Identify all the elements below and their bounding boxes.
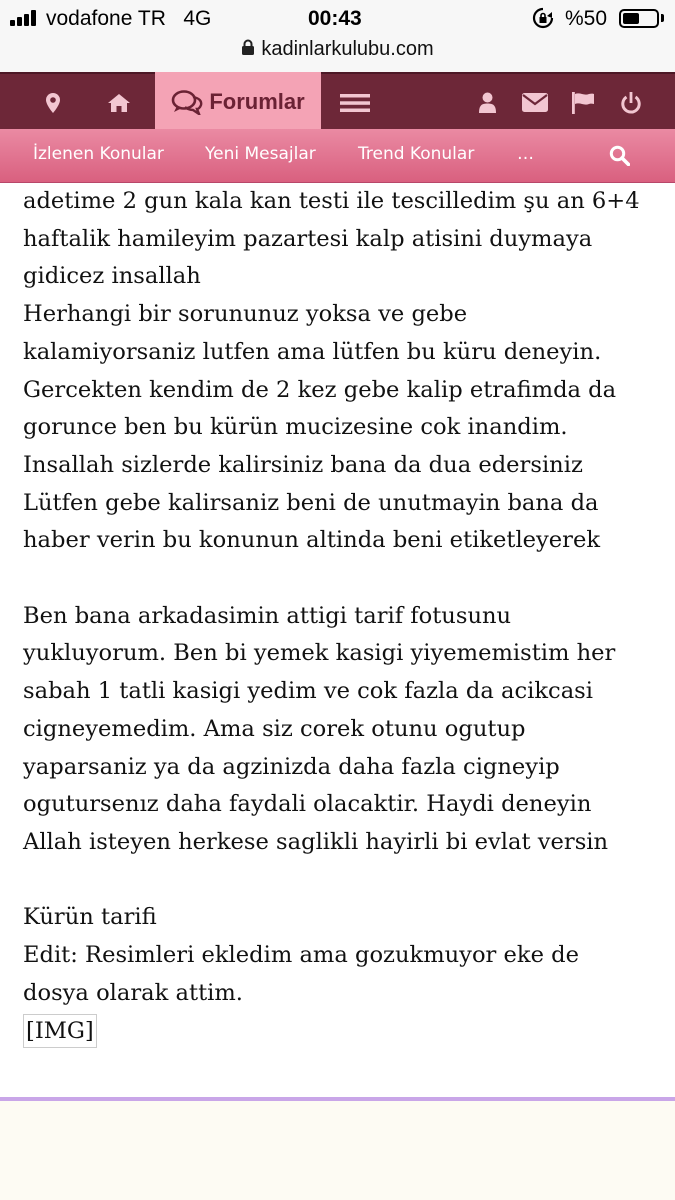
text-line: Lütfen gebe kalirsaniz beni de unutmayin bana da xyxy=(23,489,599,516)
text-line: ogutursenız daha faydali olacaktir. Haydi deneyin xyxy=(23,791,592,818)
page-footer xyxy=(0,1101,675,1200)
post-paragraph-2 xyxy=(23,598,663,862)
chat-icon xyxy=(171,89,203,115)
url-bar[interactable] xyxy=(0,36,675,72)
sub-nav-izlenen-konular[interactable]: İzlenen Konular xyxy=(33,144,164,164)
mail-icon[interactable] xyxy=(520,74,550,131)
text-line: sabah 1 tatli kasigi yedim ve cok fazla da acikcasi xyxy=(23,678,593,705)
sub-nav-trend-konular[interactable]: Trend Konular xyxy=(358,144,475,164)
battery-tip xyxy=(661,14,664,22)
post-paragraph-3 xyxy=(23,899,663,1012)
flag-icon[interactable] xyxy=(568,74,598,131)
text-line: gidicez insallah xyxy=(23,263,201,290)
text-line: haber verin bu konunun altinda beni etiketleyerek xyxy=(23,527,601,554)
text-line: Gercekten kendim de 2 kez gebe kalip etrafimda da xyxy=(23,376,617,403)
sub-nav-yeni-mesajlar[interactable]: Yeni Mesajlar xyxy=(205,144,316,164)
text-line: yukluyorum. Ben bi yemek kasigi yiyememistim her xyxy=(23,640,616,667)
text-line: Herhangi bir sorununuz yoksa ve gebe xyxy=(23,301,468,328)
status-bar xyxy=(0,0,675,36)
power-icon[interactable] xyxy=(618,74,644,131)
map-pin-icon[interactable] xyxy=(38,74,68,131)
battery-percent: %50 xyxy=(565,7,608,30)
post-paragraph-1 xyxy=(23,183,663,560)
text-line: Insallah sizlerde kalirsiniz bana da dua edersiniz xyxy=(23,451,583,478)
search-icon[interactable] xyxy=(609,145,630,166)
forum-nav-bar xyxy=(0,72,675,129)
tab-forumlar-label: Forumlar xyxy=(209,88,305,114)
post-body xyxy=(23,183,663,1051)
text-line: yaparsaniz ya da agzinizda daha fazla cigneyip xyxy=(23,753,560,780)
text-line: Edit: Resimleri ekledim ama gozukmuyor eke de xyxy=(23,942,579,969)
tab-forumlar[interactable] xyxy=(155,72,321,131)
forum-sub-nav xyxy=(0,129,675,183)
padlock-icon xyxy=(241,39,255,56)
url-text: kadinlarkulubu.com xyxy=(261,38,434,60)
text-line: Ben bana arkadasimin attigi tarif fotusunu xyxy=(23,602,512,629)
carrier-label: vodafone TR 4G xyxy=(46,7,212,30)
image-placeholder[interactable]: [IMG] xyxy=(23,1014,97,1048)
user-icon[interactable] xyxy=(476,74,498,131)
sub-nav-more[interactable]: … xyxy=(517,144,534,164)
text-line: gorunce ben bu kürün mucizesine cok inandim. xyxy=(23,414,568,441)
battery-icon xyxy=(619,9,659,28)
signal-icon xyxy=(10,10,40,26)
text-line: Kürün tarifi xyxy=(23,904,157,931)
text-line: adetime 2 gun kala kan testi ile tescilledim şu an 6+4 xyxy=(23,188,640,214)
text-line: haftalik hamileyim pazartesi kalp atisini duymaya xyxy=(23,225,593,252)
clock: 00:43 xyxy=(308,7,362,30)
rotation-lock-icon xyxy=(531,6,555,30)
text-line: dosya olarak attim. xyxy=(23,979,243,1006)
battery-fill xyxy=(623,13,639,24)
menu-icon[interactable] xyxy=(338,74,372,131)
network-label: 4G xyxy=(183,7,212,30)
text-line: Allah isteyen herkese saglikli hayirli bi evlat versin xyxy=(23,828,609,855)
home-icon[interactable] xyxy=(104,74,134,131)
text-line: cigneyemedim. Ama siz corek otunu ogutup xyxy=(23,715,526,742)
text-line: kalamiyorsaniz lutfen ama lütfen bu küru deneyin. xyxy=(23,338,602,365)
